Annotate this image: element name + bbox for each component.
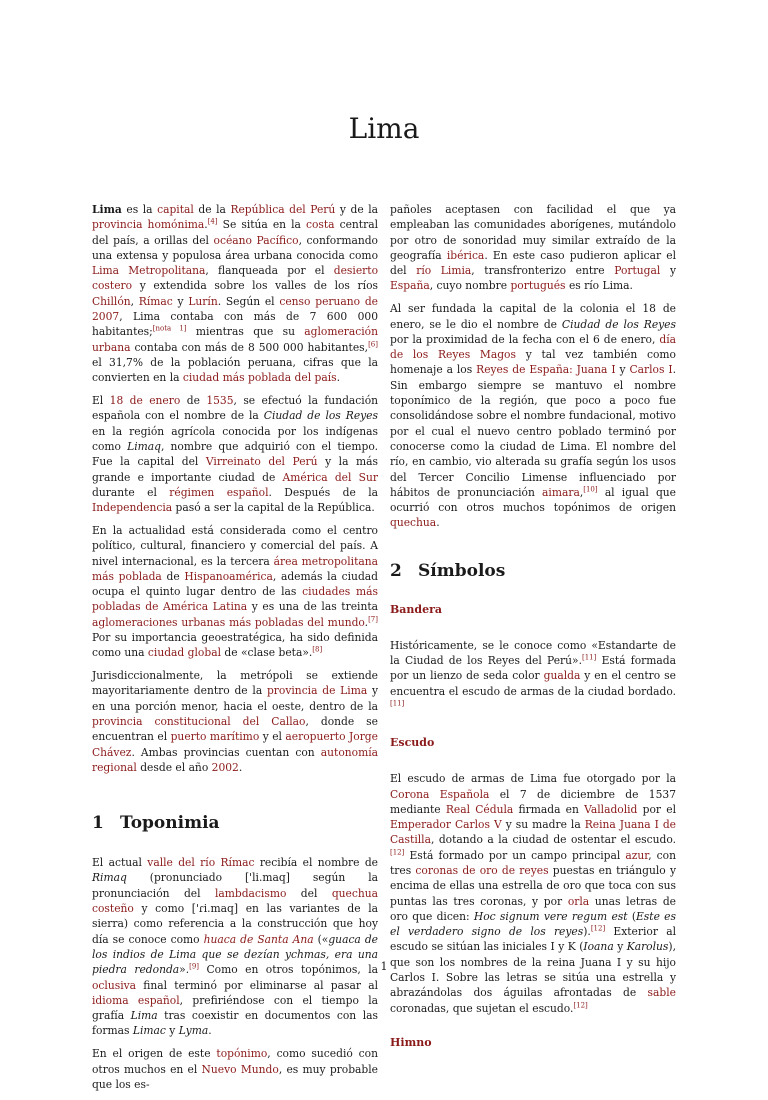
wiki-link[interactable]: aeropuerto Jorge Chávez <box>92 730 378 759</box>
text-run: . <box>208 1024 212 1038</box>
text-run: Al ser fundada la capital de la colonia el 18 de enero, se le dio el nombre de <box>390 302 676 331</box>
wiki-link[interactable]: huaca de Santa Ana <box>203 932 314 946</box>
text-run: , es muy probable que los es- <box>92 1062 379 1091</box>
paragraph-toponimia-3 <box>390 202 676 294</box>
text-run: y tal vez también como homenaje a los <box>390 348 676 377</box>
wiki-link[interactable]: provincia homónima <box>92 218 205 232</box>
wiki-link[interactable]: Real Cédula <box>445 802 514 816</box>
italic-text: Limac <box>132 1024 166 1038</box>
text-run: . Según el <box>217 294 280 308</box>
text-run: , donde se encuentran el <box>92 715 378 744</box>
right-column <box>390 202 676 1071</box>
wiki-link[interactable]: ciudades más pobladas de América Latina <box>92 585 379 614</box>
reference-link[interactable]: [12] <box>390 848 405 857</box>
wiki-link[interactable]: censo peruano de 2007 <box>92 294 378 324</box>
text-run: (pronunciado ['li.maq] según la pronunciación del <box>92 871 378 900</box>
wiki-link[interactable]: Chillón <box>92 294 131 308</box>
wiki-link[interactable]: gualda <box>543 669 581 683</box>
paragraph-toponimia-1 <box>92 855 378 1039</box>
reference-link[interactable]: [12] <box>590 924 606 933</box>
text-run: y <box>172 294 189 308</box>
text-run: en la región agrícola conocida por los indígenas como <box>92 424 378 453</box>
reference-link[interactable]: [8] <box>312 645 323 654</box>
text-run: mientras que su <box>186 325 305 339</box>
text-run: Por su importancia geoestratégica, ha sido definida como una <box>92 631 378 660</box>
text-run: y la más grande e importante ciudad de <box>92 455 378 484</box>
bold-term: Lima <box>92 203 122 216</box>
paragraph-toponimia-2 <box>92 1046 378 1092</box>
reference-link[interactable]: [6] <box>368 340 378 349</box>
text-run: El escudo de armas de Lima fue otorgado por la <box>390 772 676 786</box>
text-run: y de la <box>335 203 378 216</box>
text-run: Exterior al escudo se sitúan las iniciales I y K ( <box>390 925 676 954</box>
reference-link[interactable]: [11] <box>390 699 405 708</box>
text-run: puestas en triángulo y encima de ellas una estrella de oro que toca con sus puntas las tres coronas, y por <box>390 864 676 908</box>
text-run: . <box>364 615 369 629</box>
wiki-link[interactable]: España <box>390 279 430 293</box>
wiki-link[interactable]: coronas de oro de reyes <box>415 864 549 877</box>
wiki-link[interactable]: quechua <box>390 516 437 530</box>
text-run: El actual <box>92 856 148 870</box>
subsection-escudo: Escudo <box>390 736 435 750</box>
wiki-link[interactable]: oclusiva <box>92 978 137 992</box>
text-run: y extendida sobre los valles de los ríos <box>132 279 378 293</box>
text-run: pañoles aceptasen con facilidad el que ya empleaban las comunidades aborígenes, mutándolo por otro de sonoridad muy similar extraído de la geografía <box>390 203 676 262</box>
text-run: ». <box>179 963 190 977</box>
wiki-link[interactable]: área metropolitana más poblada <box>92 554 378 583</box>
italic-text: Rimaq <box>92 871 127 885</box>
text-run: El <box>92 394 110 408</box>
subsection-bandera: Bandera <box>390 602 443 616</box>
text-run: y como ['ɾi.maq] en las variantes de la sierra) como referencia a la construcción que hoy día se conoce como <box>92 902 378 946</box>
text-run: y su madre la <box>501 818 585 832</box>
text-run: ), que son los nombres de la reina Juana I y su hijo Carlos I. Sobre las letras se sitúa una estrella y abrazándolas dos águilas afrontadas de <box>390 940 676 1000</box>
wiki-link[interactable]: ibérica <box>446 248 485 262</box>
wiki-link[interactable]: océano Pacífico <box>213 233 299 247</box>
section-heading-simbolos <box>390 561 676 581</box>
text-run: , <box>130 294 139 308</box>
section-number: 1 <box>92 813 104 834</box>
text-run: por la proximidad de la fecha con el 6 de enero, <box>390 332 660 346</box>
reference-link[interactable]: [4] <box>207 217 218 226</box>
italic-text: Lyma <box>178 1024 209 1038</box>
text-run: . <box>336 371 341 385</box>
text-run: y <box>660 264 676 278</box>
wiki-link[interactable]: Corona Española <box>390 787 490 801</box>
wiki-link[interactable]: Independencia <box>92 501 173 515</box>
paragraph-bandera <box>390 638 676 714</box>
text-run: es río Lima. <box>565 279 633 293</box>
paragraph-escudo <box>390 771 676 1016</box>
italic-text: Lima <box>130 1009 158 1023</box>
text-run: central del país, a orillas del <box>92 218 378 247</box>
text-run: al igual que ocurrió con otros muchos topónimos de origen <box>390 485 676 515</box>
text-run: . <box>204 218 208 232</box>
reference-link[interactable]: [11] <box>581 653 597 662</box>
wiki-link[interactable]: 18 de enero <box>109 394 181 408</box>
text-run: Jurisdiccionalmente, la metrópoli se extiende mayoritariamente dentro de la <box>92 669 378 698</box>
wiki-link[interactable]: Lima Metropolitana <box>92 264 206 278</box>
wiki-link[interactable]: Portugal <box>614 264 661 278</box>
wiki-link[interactable]: azur <box>625 848 649 862</box>
wiki-link[interactable]: quechua costeño <box>92 886 378 916</box>
wiki-link[interactable]: topónimo <box>216 1047 268 1061</box>
wiki-link[interactable]: provincia constitucional del Callao <box>92 715 306 728</box>
italic-text: Ioana <box>583 940 614 954</box>
reference-link[interactable]: [9] <box>189 962 200 971</box>
reference-link[interactable]: [12] <box>573 1001 588 1010</box>
text-run: desde el año <box>136 760 212 774</box>
wiki-link[interactable]: Reina Juana I de Castilla <box>390 818 676 847</box>
text-run: Como en otros topónimos, la <box>199 963 378 977</box>
text-run: de <box>161 569 185 583</box>
wiki-link[interactable]: 2002 <box>211 760 239 774</box>
italic-text: Limaq <box>127 439 161 453</box>
text-run: En el origen de este <box>92 1047 217 1061</box>
text-run: , Lima contaba con más de 7 600 000 habitantes; <box>92 310 378 339</box>
text-run: el 7 de diciembre de 1537 mediante <box>390 787 676 816</box>
text-run: , conformando una extensa y populosa área urbana conocida como <box>92 233 378 262</box>
wiki-link[interactable]: costa <box>305 218 335 232</box>
text-run: , prefiriéndose con el tiempo la grafía <box>92 993 378 1023</box>
wiki-link[interactable]: idioma español <box>92 993 180 1007</box>
text-run: y <box>615 363 630 377</box>
text-run: firmada en <box>513 802 585 816</box>
italic-text: Karolus <box>626 940 669 954</box>
wiki-link[interactable]: capital <box>157 203 194 216</box>
text-run: . Después de la <box>268 485 378 499</box>
wiki-link[interactable]: Emperador Carlos V <box>390 818 502 832</box>
text-run: . Ambas provincias cuentan con <box>131 745 321 759</box>
wiki-link[interactable]: Lurín <box>188 294 218 308</box>
wiki-link[interactable]: Reyes de España: Juana I <box>476 363 616 377</box>
paragraph-today <box>92 523 378 661</box>
text-run: Históricamente, se le conoce como «Estandarte de la Ciudad de los Reyes del Perú». <box>390 638 676 668</box>
text-run: recibía el nombre de <box>254 856 379 870</box>
wiki-link[interactable]: ciudad más poblada del país <box>182 371 337 385</box>
text-run: es la <box>121 203 158 216</box>
page-title: Lima <box>348 112 420 145</box>
wiki-link[interactable]: Carlos I <box>629 363 673 377</box>
text-run: de «clase beta». <box>221 646 313 660</box>
text-run: durante el <box>92 485 170 499</box>
page-number: 1 <box>380 960 388 973</box>
text-run: , además la ciudad ocupa el quinto lugar dentro de las <box>92 569 378 599</box>
text-run: Está formada por un lienzo de seda color <box>390 654 676 683</box>
wiki-link[interactable]: orla <box>567 894 590 908</box>
text-run: y <box>613 940 627 954</box>
text-run: , <box>579 485 584 499</box>
italic-text: Ciudad de los Reyes <box>561 317 676 331</box>
text-run: contaba con más de 8 500 000 habitantes, <box>130 340 369 354</box>
wiki-link[interactable]: portugués <box>510 279 566 293</box>
text-run: , nombre que adquirió con el tiempo. Fue la capital del <box>92 439 378 469</box>
text-run: ). <box>583 925 591 939</box>
text-run: y <box>165 1024 179 1038</box>
text-run: . <box>436 516 440 530</box>
wiki-link[interactable]: aimara <box>542 485 580 499</box>
text-run: . En este caso pudieron aplicar el del <box>390 248 676 278</box>
paragraph-intro <box>92 202 378 386</box>
wiki-link[interactable]: puerto marítimo <box>170 730 260 744</box>
wiki-link[interactable]: ciudad global <box>147 646 221 660</box>
wiki-link[interactable]: régimen español <box>169 485 269 499</box>
wiki-link[interactable]: aglomeraciones urbanas más pobladas del mundo <box>92 615 365 629</box>
text-run: . Sin embargo siempre se mantuvo el nombre toponímico de la región, que poco a poco fue consolidándose sobre el nombre fundacional, motivo por el cual el nuevo centro poblado terminó por conocerse como la ciudad de Lima. El nombre del río, en cambio, vio alterada su grafía según los usos del Tercer Concilio Limense influenciado por hábitos de pronunciación <box>390 363 676 499</box>
text-run: ( <box>627 909 636 923</box>
wiki-link[interactable]: río Limia <box>416 264 472 278</box>
text-run: y el <box>259 730 286 744</box>
text-run: Se sitúa en la <box>217 218 306 232</box>
text-run: del <box>286 886 332 900</box>
wiki-link[interactable]: desierto costero <box>92 264 378 293</box>
wiki-link[interactable]: 1535 <box>206 394 234 408</box>
text-run: , con tres <box>390 848 676 877</box>
italic-text: Ciudad de los Reyes <box>263 409 378 423</box>
text-run: de la <box>193 203 231 216</box>
subsection-himno: Himno <box>390 1035 432 1049</box>
text-run: coronadas, que sujetan el escudo. <box>390 1001 574 1015</box>
text-run: , dotando a la ciudad de ostentar el escudo. <box>430 833 676 847</box>
text-run: , como sucedió con otros muchos en el <box>92 1047 378 1076</box>
wiki-link[interactable]: aglomeración urbana <box>92 325 378 354</box>
wiki-link[interactable]: América del Sur <box>282 470 378 484</box>
text-run: y en una porción menor, hacia el oeste, dentro de la <box>92 684 379 713</box>
italic-text: guaca de los indios de Lima que se dezían ychmas, era una piedra redonda <box>92 932 378 977</box>
text-run: , transfronterizo entre <box>471 264 615 278</box>
text-run: de <box>180 394 207 408</box>
text-run: , flanqueada por el <box>205 264 334 278</box>
wiki-link[interactable]: día de los Reyes Magos <box>390 332 676 362</box>
text-run: Está formado por un campo principal <box>404 848 626 862</box>
reference-link[interactable]: [10] <box>583 485 598 494</box>
wiki-link[interactable]: lambdacismo <box>214 886 287 900</box>
text-run: , cuyo nombre <box>429 279 511 293</box>
wiki-link[interactable]: Nuevo Mundo <box>201 1062 279 1076</box>
text-run: En la actualidad está considerada como el centro político, cultural, financiero y comercial del país. A nivel internacional, es la tercera <box>92 523 378 568</box>
text-run: y en el centro se encuentra el escudo de armas de la ciudad bordado. <box>390 669 676 698</box>
paragraph-founding <box>92 393 378 515</box>
reference-link[interactable]: [nota 1] <box>152 324 187 333</box>
text-run: por el <box>637 802 676 816</box>
italic-text: Hoc signum vere regum est <box>473 909 628 923</box>
text-run: , se efectuó la fundación española con el nombre de la <box>92 394 379 423</box>
section-title: Toponimia <box>120 813 220 834</box>
section-title: Símbolos <box>418 560 506 581</box>
wiki-link[interactable]: Rímac <box>138 294 173 308</box>
wiki-link[interactable]: valle del río Rímac <box>147 856 255 870</box>
wiki-link[interactable]: República del Perú <box>230 203 336 216</box>
paragraph-toponimia-4 <box>390 301 676 530</box>
section-heading-toponimia <box>92 813 378 833</box>
text-run: pasó a ser la capital de la República. <box>172 501 375 515</box>
italic-text: Este es el verdadero signo de los reyes <box>390 909 676 939</box>
text-run: . <box>238 760 243 774</box>
text-run: y es una de las treinta <box>247 600 378 614</box>
wiki-link[interactable]: sable <box>647 986 676 1000</box>
reference-link[interactable]: [7] <box>368 615 378 624</box>
text-run: unas letras de oro que dicen: <box>390 894 677 923</box>
text-run: final terminó por eliminarse al pasar al <box>136 978 378 992</box>
wiki-link[interactable]: autonomía regional <box>92 745 378 774</box>
text-run: el 31,7% de la población peruana, cifras que la convierten en la <box>92 355 378 385</box>
wiki-link[interactable]: Valladolid <box>584 802 638 816</box>
wiki-link[interactable]: provincia de Lima <box>266 684 368 698</box>
paragraph-jurisdiction <box>92 668 378 775</box>
text-run: (« <box>313 932 329 946</box>
wiki-link[interactable]: Hispanoamérica <box>184 569 273 583</box>
text-run: tras coexistir en documentos con las formas <box>92 1009 378 1038</box>
section-number: 2 <box>390 560 402 581</box>
wiki-link[interactable]: Virreinato del Perú <box>205 455 318 469</box>
